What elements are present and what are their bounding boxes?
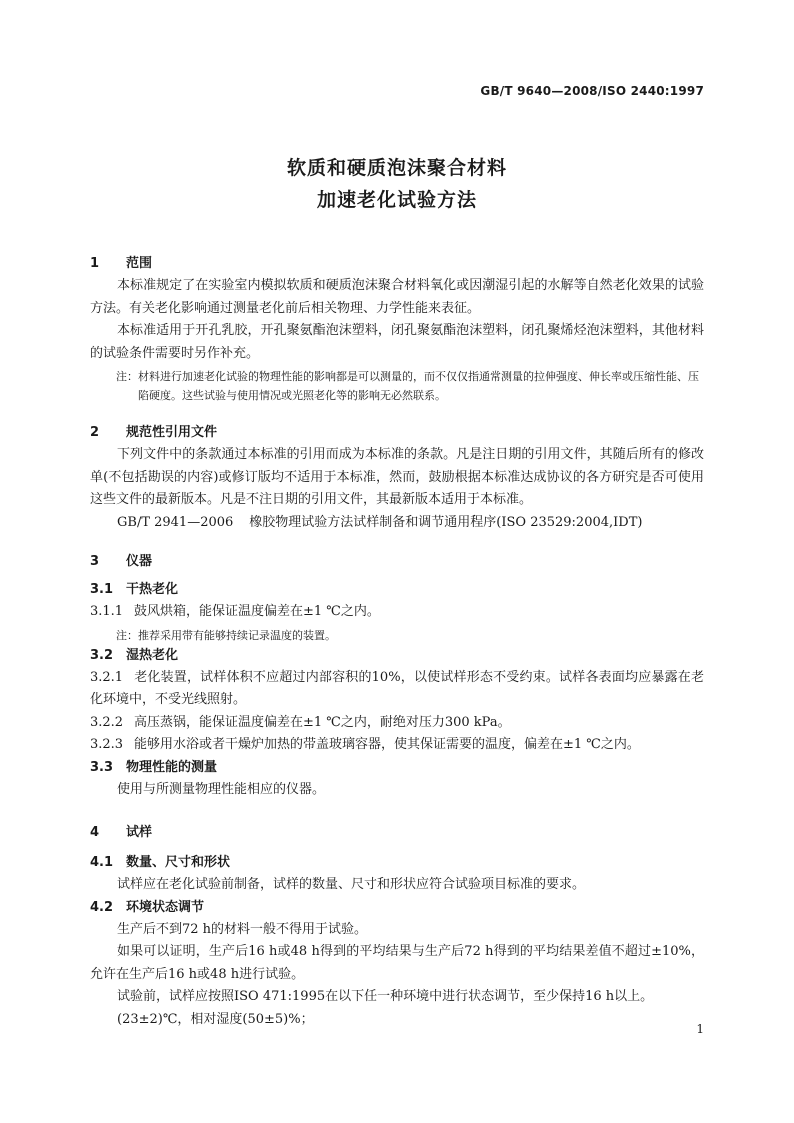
subsection-title: 数量、尺寸和形状 <box>126 855 231 870</box>
subsection-title: 湿热老化 <box>126 647 179 663</box>
section-heading <box>90 252 704 275</box>
document-title-line1: 软质和硬质泡沫聚合材料 <box>286 157 507 179</box>
section-heading <box>90 421 704 444</box>
paragraph: (23±2)℃，相对湿度(50±5)%； <box>117 1011 314 1027</box>
section-heading <box>90 550 704 573</box>
clause <box>90 601 704 624</box>
note: 注：材料进行加速老化试验的物理性能的影响都是可以测量的，而不仅仅指通常测量的拉伸强度、伸长率或压缩性能、压陷硬度。这些试验与使用情况或光照老化等的影响无必然联系。 <box>116 370 699 402</box>
document-body <box>90 244 704 1031</box>
section-heading <box>90 821 704 844</box>
clause-number: 3.2.3 <box>90 737 124 752</box>
section-2 <box>90 421 704 534</box>
clause-number: 3.2.1 <box>90 669 124 685</box>
page-number: 1 <box>696 1022 704 1036</box>
standard-code: GB/T 9640—2008/ISO 2440:1997 <box>480 84 704 98</box>
section-title: 试样 <box>126 825 153 840</box>
subsection-title: 干热老化 <box>126 582 179 597</box>
normative-reference <box>90 512 704 535</box>
clause-number: 3.2.2 <box>90 714 124 730</box>
subsection-title: 物理性能的测量 <box>126 759 218 775</box>
section-title: 范围 <box>126 256 153 271</box>
paragraph: 如果可以证明，生产后16 h或48 h得到的平均结果与生产后72 h得到的平均结果差值不超过±10%，允许在生产后16 h或48 h进行试验。 <box>90 944 704 982</box>
paragraph: 使用与所测量物理性能相应的仪器。 <box>117 781 326 797</box>
subsection-number: 3.1 <box>90 582 114 597</box>
paragraph: 生产后不到72 h的材料一般不得用于试验。 <box>117 921 368 937</box>
subsection-heading <box>90 579 704 601</box>
section-number: 2 <box>90 425 100 440</box>
subsection-heading <box>90 757 704 779</box>
note: 注：推荐采用带有能够持续记录温度的装置。 <box>116 628 336 642</box>
clause <box>90 667 704 712</box>
paragraph: 下列文件中的条款通过本标准的引用而成为本标准的条款。凡是注日期的引用文件，其随后所有的修改单(不包括勘误的内容)或修订版均不适用于本标准，然而，鼓励根据本标准达成协议的各方研究是否可使用这些文件的最新版本。凡是不注日期的引用文件，其最新版本适用于本标准。 <box>90 447 704 507</box>
section-title: 规范性引用文件 <box>126 425 218 440</box>
clause-text: 能够用水浴或者干燥炉加热的带盖玻璃容器，使其保证需要的温度，偏差在±1 ℃之内。 <box>134 737 640 752</box>
clause-text: 鼓风烘箱，能保证温度偏差在±1 ℃之内。 <box>134 604 380 619</box>
subsection-number: 3.2 <box>90 647 114 663</box>
subsection-title: 环境状态调节 <box>126 899 205 915</box>
section-4 <box>90 821 704 1031</box>
paragraph: 试样应在老化试验前制备，试样的数量、尺寸和形状应符合试验项目标准的要求。 <box>117 877 586 892</box>
subsection-number: 4.2 <box>90 899 114 915</box>
document-title-line2: 加速老化试验方法 <box>316 189 477 211</box>
paragraph: 本标准规定了在实验室内模拟软质和硬质泡沫聚合材料氧化或因潮湿引起的水解等自然老化效果的试验方法。有关老化影响通过测量老化前后相关物理、力学性能来表征。 <box>90 278 704 316</box>
clause-number: 3.1.1 <box>90 604 124 619</box>
section-1 <box>90 252 704 405</box>
reference-code: GB/T 2941—2006 <box>117 514 234 530</box>
subsection-number: 3.3 <box>90 759 114 775</box>
clause-text: 老化装置，试样体积不应超过内部容积的10%，以使试样形态不受约束。试样各表面均应暴露在老化环境中，不受光线照射。 <box>90 669 704 707</box>
subsection-heading <box>90 897 704 919</box>
section-number: 4 <box>90 825 100 840</box>
section-number: 1 <box>90 256 100 271</box>
clause-text: 高压蒸锅，能保证温度偏差在±1 ℃之内，耐绝对压力300 kPa。 <box>134 714 511 730</box>
paragraph: 本标准适用于开孔乳胶，开孔聚氨酯泡沫塑料，闭孔聚氨酯泡沫塑料，闭孔聚烯烃泡沫塑料，其他材料的试验条件需要时另作补充。 <box>90 323 704 361</box>
subsection-heading <box>90 645 704 667</box>
section-title: 仪器 <box>126 554 153 569</box>
reference-title: 橡胶物理试验方法试样制备和调节通用程序(ISO 23529:2004,IDT) <box>249 514 643 530</box>
clause <box>90 712 704 735</box>
clause <box>90 734 704 757</box>
section-number: 3 <box>90 554 100 569</box>
section-3 <box>90 550 704 801</box>
subsection-number: 4.1 <box>90 855 114 870</box>
paragraph: 试验前，试样应按照ISO 471:1995在以下任一种环境中进行状态调节，至少保持16 h以上。 <box>117 989 654 1004</box>
subsection-heading <box>90 852 704 874</box>
